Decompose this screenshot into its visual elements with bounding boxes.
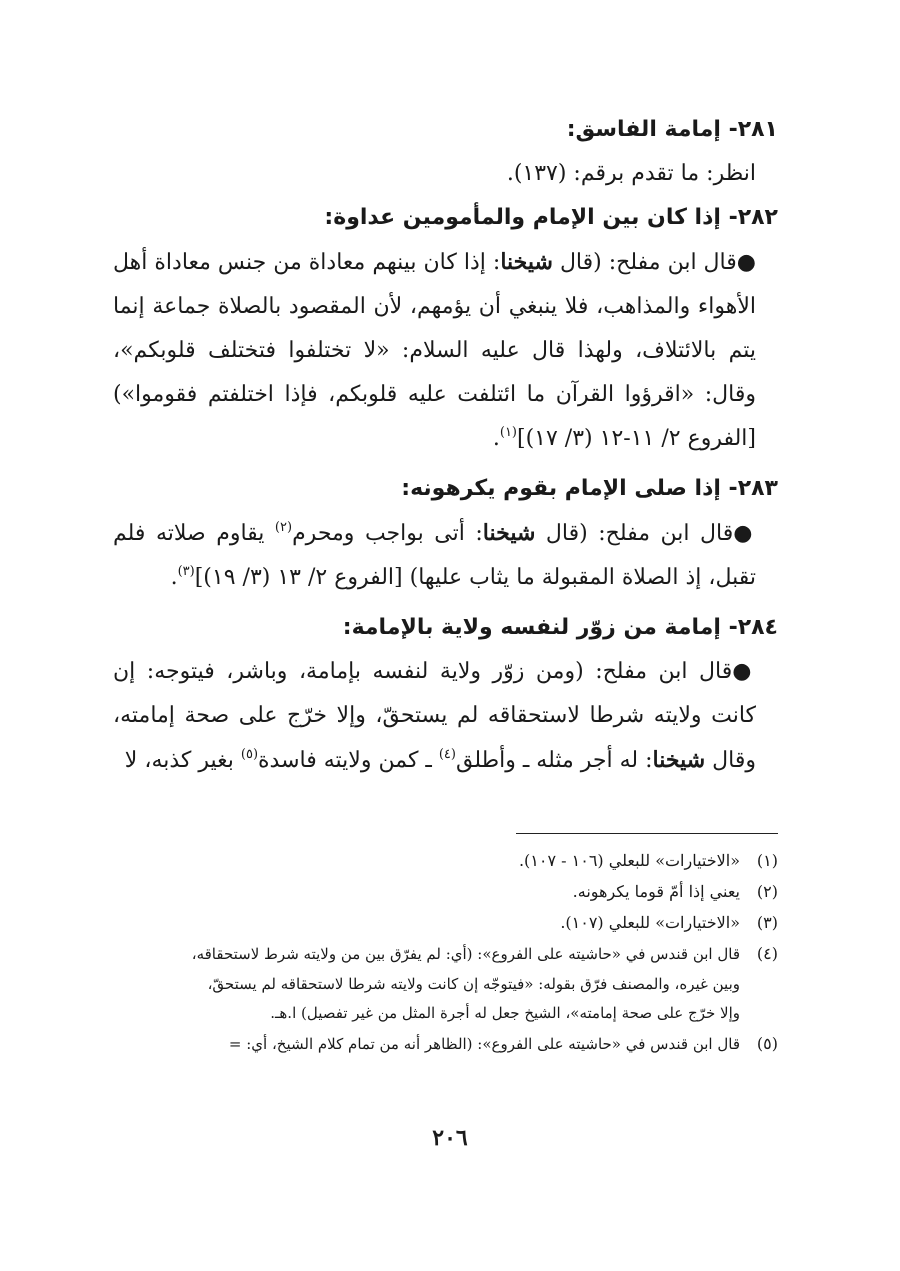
footnote-divider	[516, 833, 778, 834]
period: .	[170, 565, 178, 590]
quote-text: : له أجر مثله ـ وأطلق	[455, 748, 653, 773]
bullet-marker: ●	[733, 521, 756, 546]
footnote-text: «الاختيارات» للبعلي (١٠٦ - ١٠٧).	[518, 851, 740, 870]
quote-text: : إذا كان بينهم معاداة من جنس معاداة أهل الأهواء والمذاهب، فلا ينبغي أن يؤمهم، لأن المقصود بالصلاة جماعة إنما يتم بالائتلاف، ولهذا قال عليه السلام: «لا تختلفوا فتختلف قلوبكم»، وقال: «اقرؤوا القرآن ما ائتلفت عليه قلوبكم، فإذا اختلفتم فقوموا») [الفروع ٢/ ١١-١٢ (٣/ ١٧)]	[113, 250, 756, 451]
footnotes	[113, 845, 778, 1060]
footnote-ref-1[interactable]: (١)	[499, 425, 517, 440]
footnote-2	[113, 876, 778, 907]
bullet-marker: ●	[732, 659, 757, 684]
footnote-text: «الاختيارات» للبعلي (١٠٧).	[560, 913, 740, 932]
footnote-3	[113, 907, 778, 938]
footnote-number: (٥)	[756, 1034, 778, 1053]
section-283-paragraph	[113, 511, 778, 600]
quote-text: ـ كمن ولايته فاسدة	[258, 748, 439, 773]
section-heading-282: ٢٨٢- إذا كان بين الإمام والمأمومين عداوة:	[324, 205, 778, 230]
quote-text: : أتى بواجب ومحرم	[292, 521, 483, 546]
section-heading-281: ٢٨١- إمامة الفاسق:	[566, 117, 778, 142]
bullet-marker: ●	[736, 250, 756, 275]
footnote-ref-4[interactable]: (٤)	[438, 747, 456, 762]
footnote-1	[113, 845, 778, 876]
section-281-text: انظر: ما تقدم برقم: (١٣٧).	[506, 161, 756, 186]
footnote-number: (٢)	[756, 882, 778, 901]
shaykh-word: شيخنا	[500, 249, 553, 275]
period: .	[492, 426, 500, 451]
section-heading-284: ٢٨٤- إمامة من زوّر لنفسه ولاية بالإمامة:	[342, 615, 778, 640]
footnote-text: يعني إذا أمّ قوما يكرهونه.	[572, 882, 740, 901]
main-text	[113, 108, 778, 783]
quote-text: بغير كذبه، لا	[124, 748, 241, 773]
shaykh-word: شيخنا	[652, 747, 706, 773]
footnote-4	[113, 938, 778, 970]
footnote-ref-5[interactable]: (٥)	[240, 747, 259, 762]
footnote-number: (٣)	[756, 913, 778, 932]
footnote-ref-2[interactable]: (٢)	[274, 520, 293, 535]
footnote-5	[113, 1028, 778, 1060]
footnote-text: قال ابن قندس في «حاشيته على الفروع»: (أي: لم يفرّق بين من ولايته شرط لاستحقاقه،	[191, 945, 740, 963]
footnote-ref-3[interactable]: (٣)	[177, 564, 195, 579]
section-282-paragraph	[113, 240, 778, 461]
footnote-number: (١)	[756, 851, 778, 870]
quote-text: قال ابن مفلح: (ومن زوّر ولاية لنفسه بإمامة، وباشر، فيتوجه: إن كانت ولايته شرطا لاستحقاقه لم يستحقّ، وإلا خرّج على صحة إمامته، وقال	[113, 659, 756, 773]
footnote-4-continuation: وإلا خرّج على صحة إمامته»، الشيخ جعل له أجرة المثل من غير تفصيل) ا.هـ.	[270, 1004, 740, 1022]
footnote-number: (٤)	[756, 944, 778, 963]
page-number: ٢٠٦	[432, 1125, 468, 1151]
shaykh-word: شيخنا	[482, 520, 536, 546]
quote-intro: قال ابن مفلح: (قال	[535, 521, 734, 546]
section-284-paragraph	[113, 650, 778, 783]
section-heading-283: ٢٨٣- إذا صلى الإمام بقوم يكرهونه:	[401, 476, 778, 501]
quote-text: يقاوم صلاته فلم تقبل، إذ الصلاة المقبولة ما يثاب عليها) [الفروع ٢/ ١٣ (٣/ ١٩)]	[113, 521, 756, 590]
footnote-4-continuation: وبين غيره، والمصنف فرّق بقوله: «فيتوجّه إن كانت ولايته شرطا لاستحقاقه لم يستحقّ،	[207, 975, 740, 993]
footnote-text: قال ابن قندس في «حاشيته على الفروع»: (الظاهر أنه من تمام كلام الشيخ، أي: =	[228, 1035, 740, 1053]
quote-intro: قال ابن مفلح: (قال	[552, 250, 737, 275]
